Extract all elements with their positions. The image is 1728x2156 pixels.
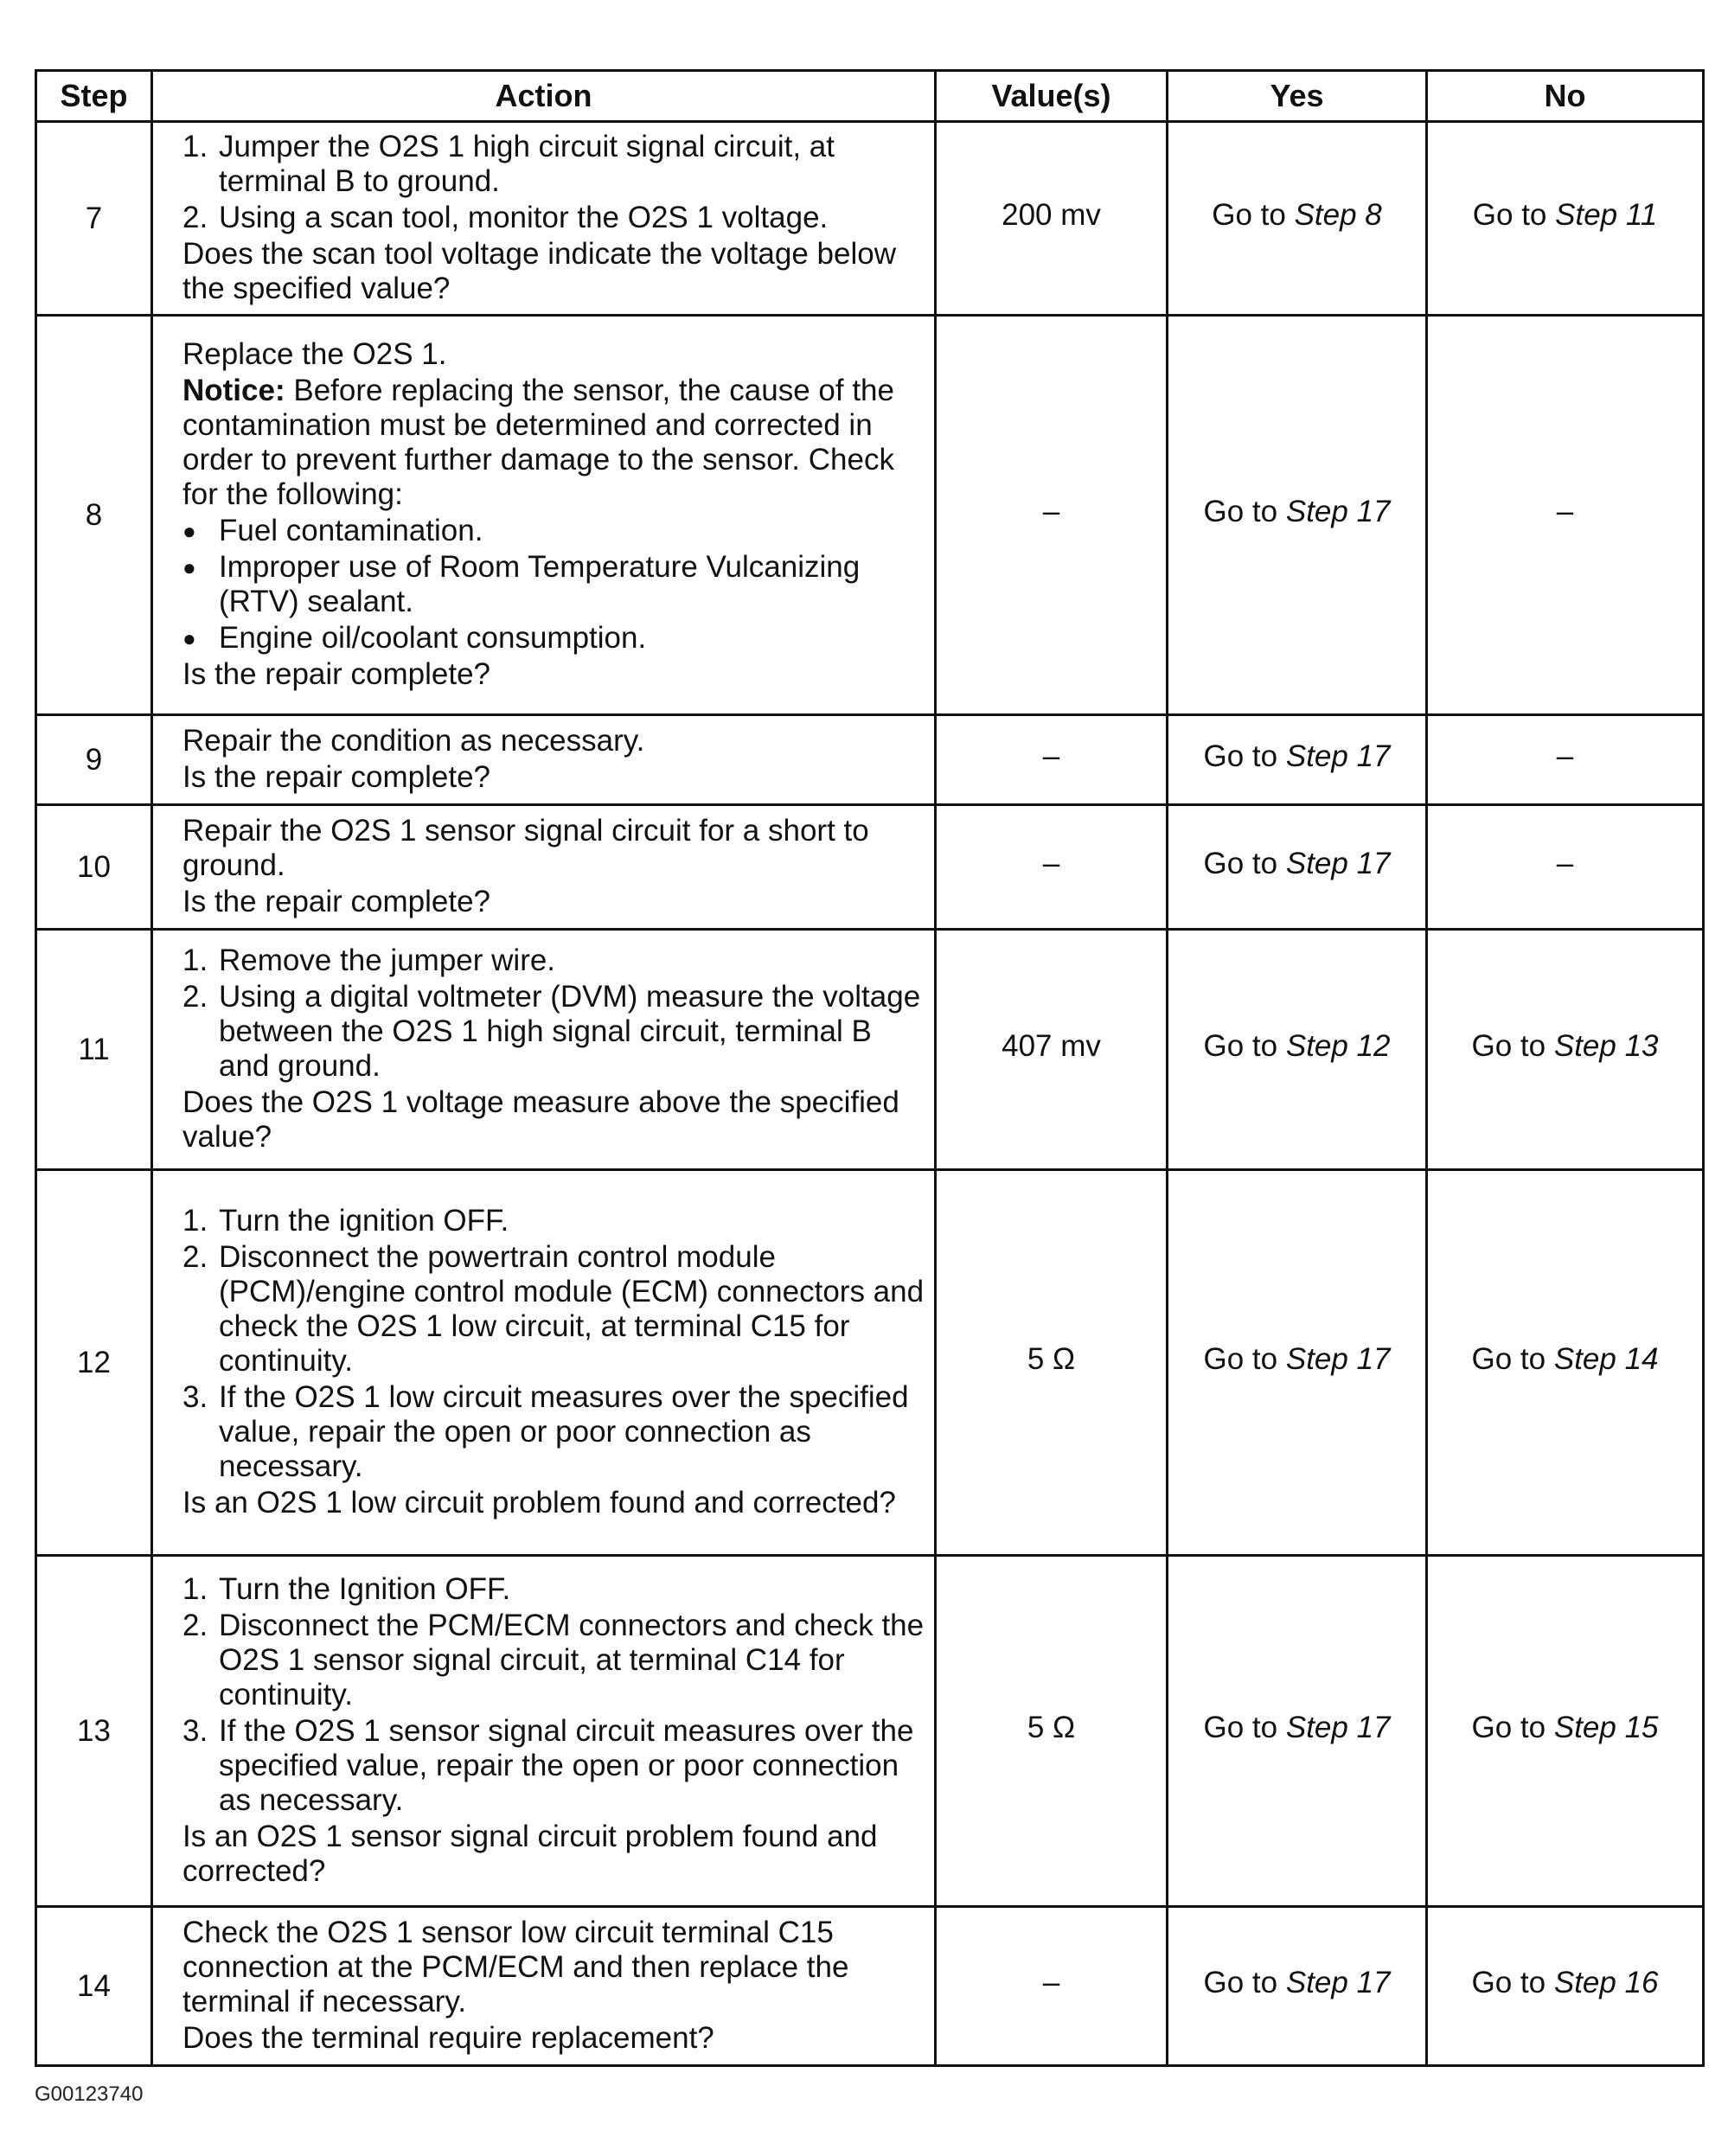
step-reference: Step 17 (1285, 739, 1391, 773)
header-step: Step (36, 71, 152, 122)
step-number: 11 (36, 930, 152, 1170)
step-number: 12 (36, 1170, 152, 1556)
step-number: 14 (36, 1907, 152, 2066)
go-to-label: Go to (1212, 197, 1286, 232)
step-reference: Step 16 (1553, 1965, 1659, 1999)
list-item (182, 514, 925, 548)
table-row (36, 1907, 1704, 2066)
question-text: Is the repair complete? (182, 759, 491, 794)
go-to-label: Go to (1471, 1965, 1546, 1999)
go-to-label: Go to (1471, 1710, 1546, 1744)
list-item (182, 1380, 925, 1484)
step-number: 9 (36, 715, 152, 805)
list-item (182, 1204, 925, 1238)
notice-label: Notice: (182, 373, 285, 407)
value-cell: 5 Ω (936, 1556, 1168, 1907)
list-text: Disconnect the PCM/ECM connectors and check the O2S 1 sensor signal circuit, at terminal C14 for continuity. (219, 1608, 925, 1711)
list-text: If the O2S 1 sensor signal circuit measures over the specified value, repair the open or poor connection as necessary. (219, 1713, 914, 1817)
no-cell: – (1427, 715, 1704, 805)
yes-cell (1168, 1170, 1427, 1556)
table-row (36, 930, 1704, 1170)
list-text: Remove the jumper wire. (219, 943, 556, 977)
list-number: 2. (182, 1608, 208, 1642)
yes-cell (1168, 316, 1427, 715)
list-number: 3. (182, 1379, 208, 1414)
step-reference: Step 15 (1553, 1710, 1659, 1744)
action-cell (152, 316, 936, 715)
action-cell (152, 715, 936, 805)
header-action: Action (152, 71, 936, 122)
no-cell (1427, 1556, 1704, 1907)
value-cell: – (936, 715, 1168, 805)
no-cell (1427, 122, 1704, 316)
table-row (36, 316, 1704, 715)
value-cell: 200 mv (936, 122, 1168, 316)
list-number: 1. (182, 129, 208, 163)
go-to-label: Go to (1471, 1028, 1546, 1063)
action-cell (152, 805, 936, 930)
step-reference: Step 8 (1294, 197, 1382, 232)
diagnostic-table (35, 69, 1705, 2067)
list-number: 2. (182, 200, 208, 234)
list-text: Improper use of Room Temperature Vulcanizing (RTV) sealant. (219, 549, 861, 618)
go-to-label: Go to (1203, 1965, 1278, 1999)
step-reference: Step 17 (1285, 1341, 1391, 1376)
table-row (36, 805, 1704, 930)
step-reference: Step 17 (1285, 1965, 1391, 1999)
step-reference: Step 17 (1285, 494, 1391, 528)
step-reference: Step 12 (1285, 1028, 1391, 1063)
action-intro: Check the O2S 1 sensor low circuit terminal C15 connection at the PCM/ECM and then replace the terminal if necessary. (182, 1915, 849, 2018)
list-text: Turn the ignition OFF. (219, 1203, 509, 1238)
action-cell (152, 930, 936, 1170)
no-cell: – (1427, 805, 1704, 930)
yes-cell (1168, 122, 1427, 316)
yes-cell (1168, 1556, 1427, 1907)
list-item (182, 1240, 925, 1379)
action-intro: Replace the O2S 1. (182, 336, 447, 371)
action-cell (152, 122, 936, 316)
header-values: Value(s) (936, 71, 1168, 122)
list-text: Using a scan tool, monitor the O2S 1 voltage. (219, 200, 829, 234)
step-reference: Step 17 (1285, 1710, 1391, 1744)
list-text: Turn the Ignition OFF. (219, 1571, 511, 1606)
table-header-row (36, 71, 1704, 122)
value-cell: – (936, 805, 1168, 930)
action-cell (152, 1556, 936, 1907)
no-cell (1427, 930, 1704, 1170)
list-item (182, 1572, 925, 1607)
question-text: Is the repair complete? (182, 884, 491, 918)
yes-cell (1168, 715, 1427, 805)
go-to-label: Go to (1203, 1028, 1278, 1063)
yes-cell (1168, 930, 1427, 1170)
list-text: Engine oil/coolant consumption. (219, 620, 647, 655)
bullet-icon: ● (182, 624, 196, 651)
list-text: Using a digital voltmeter (DVM) measure the voltage between the O2S 1 high signal circuit, terminal B and ground. (219, 979, 921, 1083)
step-reference: Step 14 (1553, 1341, 1659, 1376)
go-to-label: Go to (1472, 197, 1547, 232)
step-number: 7 (36, 122, 152, 316)
go-to-label: Go to (1471, 1341, 1546, 1376)
list-item (182, 980, 925, 1084)
list-item (182, 130, 925, 199)
go-to-label: Go to (1203, 1341, 1278, 1376)
value-cell: – (936, 1907, 1168, 2066)
notice-paragraph (182, 374, 925, 512)
step-number: 10 (36, 805, 152, 930)
action-cell (152, 1170, 936, 1556)
action-cell (152, 1907, 936, 2066)
table-row (36, 1556, 1704, 1907)
question-text: Does the O2S 1 voltage measure above the specified value? (182, 1084, 899, 1154)
go-to-label: Go to (1203, 739, 1278, 773)
list-item (182, 1609, 925, 1712)
yes-cell (1168, 1907, 1427, 2066)
table-row (36, 715, 1704, 805)
header-yes: Yes (1168, 71, 1427, 122)
value-cell: 407 mv (936, 930, 1168, 1170)
list-item (182, 550, 925, 619)
header-no: No (1427, 71, 1704, 122)
yes-cell (1168, 805, 1427, 930)
list-item (182, 944, 925, 978)
bullet-icon: ● (182, 517, 196, 544)
list-text: Jumper the O2S 1 high circuit signal circuit, at terminal B to ground. (219, 129, 835, 198)
question-text: Is the repair complete? (182, 656, 491, 691)
step-reference: Step 11 (1555, 197, 1658, 232)
no-cell (1427, 1170, 1704, 1556)
list-number: 1. (182, 1571, 208, 1606)
question-text: Does the terminal require replacement? (182, 2020, 714, 2055)
step-reference: Step 13 (1553, 1028, 1659, 1063)
action-intro: Repair the O2S 1 sensor signal circuit for a short to ground. (182, 813, 869, 882)
list-number: 2. (182, 979, 208, 1014)
list-text: Fuel contamination. (219, 513, 483, 547)
step-reference: Step 17 (1285, 846, 1391, 880)
step-number: 8 (36, 316, 152, 715)
go-to-label: Go to (1203, 846, 1278, 880)
value-cell: 5 Ω (936, 1170, 1168, 1556)
figure-id: G00123740 (35, 2082, 144, 2106)
question-text: Is an O2S 1 sensor signal circuit problem found and corrected? (182, 1819, 878, 1888)
list-item (182, 1714, 925, 1818)
value-cell: – (936, 316, 1168, 715)
question-text: Does the scan tool voltage indicate the voltage below the specified value? (182, 236, 896, 305)
no-cell (1427, 1907, 1704, 2066)
bullet-icon: ● (182, 553, 196, 580)
go-to-label: Go to (1203, 1710, 1278, 1744)
table-row (36, 122, 1704, 316)
table-row (36, 1170, 1704, 1556)
list-text: Disconnect the powertrain control module (PCM)/engine control module (ECM) connectors and check the O2S 1 low circuit, at terminal C15 for continuity. (219, 1239, 925, 1378)
list-number: 2. (182, 1239, 208, 1274)
list-number: 1. (182, 943, 208, 977)
question-text: Is an O2S 1 low circuit problem found and corrected? (182, 1485, 896, 1519)
list-number: 1. (182, 1203, 208, 1238)
list-item (182, 621, 925, 656)
diagnostic-table-container (35, 69, 1702, 2067)
action-intro: Repair the condition as necessary. (182, 723, 645, 758)
step-number: 13 (36, 1556, 152, 1907)
go-to-label: Go to (1203, 494, 1278, 528)
list-text: If the O2S 1 low circuit measures over the specified value, repair the open or poor connection as necessary. (219, 1379, 909, 1483)
list-item (182, 201, 925, 235)
list-number: 3. (182, 1713, 208, 1748)
no-cell: – (1427, 316, 1704, 715)
notice-text: Before replacing the sensor, the cause of the contamination must be determined and corrected in order to prevent further damage to the sensor. Check for the following: (182, 373, 894, 511)
